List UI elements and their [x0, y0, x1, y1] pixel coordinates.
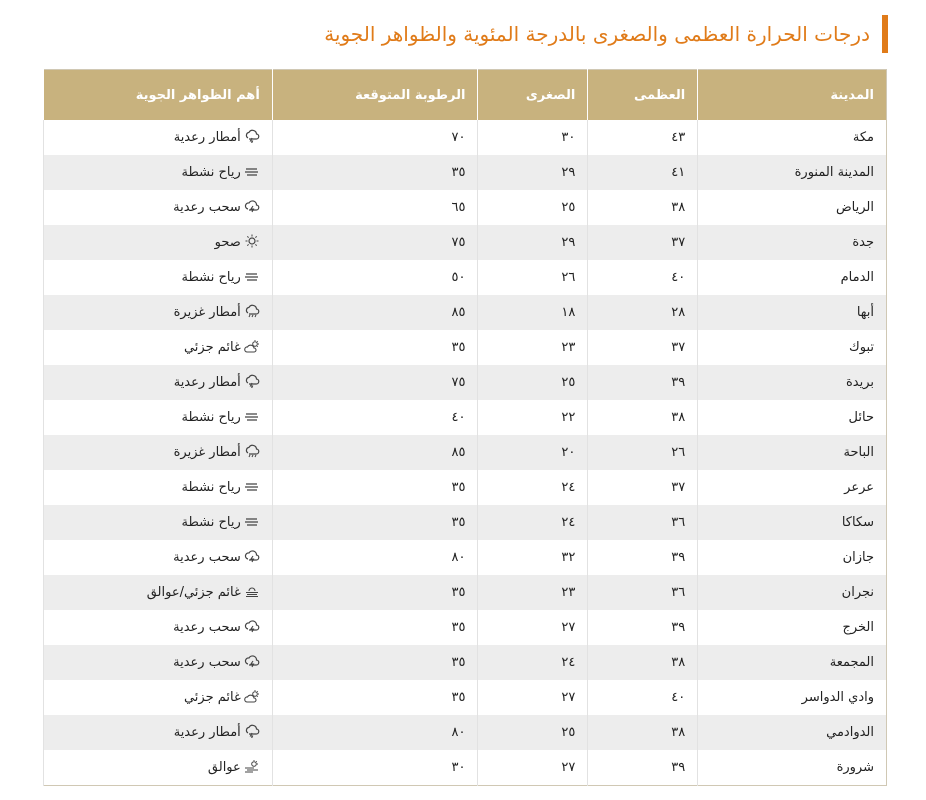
phenomena-wrap — [182, 514, 260, 532]
phenomena-label: غائم جزئي — [183, 690, 241, 705]
cell-humidity: ٣٥ — [272, 330, 478, 365]
table-row — [44, 260, 887, 295]
table-row — [44, 330, 887, 365]
phenomena-wrap — [215, 234, 260, 252]
phenomena-wrap — [174, 444, 260, 462]
cell-phenomena — [44, 330, 273, 365]
phenomena-wrap — [173, 549, 260, 567]
table-row — [44, 155, 887, 190]
cell-city: المدينة المنورة — [698, 155, 887, 190]
cell-humidity: ٥٠ — [272, 260, 478, 295]
phenomena-wrap — [173, 199, 260, 217]
cell-city: مكة — [698, 120, 887, 155]
cell-city: جازان — [698, 540, 887, 575]
cell-city: الدمام — [698, 260, 887, 295]
cell-phenomena — [44, 120, 273, 155]
table-row — [44, 680, 887, 715]
cell-min-temp: ١٨ — [478, 295, 588, 330]
weather-table-container — [43, 69, 887, 786]
phenomena-label: عوالق — [207, 760, 241, 775]
wind-icon — [244, 514, 260, 532]
cell-max-temp: ٣٦ — [588, 575, 698, 610]
cell-min-temp: ٢٩ — [478, 225, 588, 260]
cell-min-temp: ٢٧ — [478, 610, 588, 645]
cell-humidity: ٤٠ — [272, 400, 478, 435]
phenomena-label: سحب رعدية — [173, 655, 241, 670]
cell-max-temp: ٣٩ — [588, 610, 698, 645]
cell-max-temp: ٣٨ — [588, 715, 698, 750]
table-row — [44, 575, 887, 610]
cell-min-temp: ٢٤ — [478, 470, 588, 505]
cell-humidity: ٧٠ — [272, 120, 478, 155]
cell-phenomena — [44, 190, 273, 225]
cell-min-temp: ٢٥ — [478, 365, 588, 400]
cell-phenomena — [44, 435, 273, 470]
cell-min-temp: ٣٠ — [478, 120, 588, 155]
thunder-cloud-icon — [244, 549, 260, 567]
title-accent-bar — [882, 15, 888, 53]
page-title: درجات الحرارة العظمى والصغرى بالدرجة المئوية والظواهر الجوية — [324, 22, 870, 46]
thunder-rain-icon — [244, 724, 260, 742]
cell-city: المجمعة — [698, 645, 887, 680]
cell-city: الباحة — [698, 435, 887, 470]
cell-max-temp: ٤٠ — [588, 260, 698, 295]
phenomena-label: غائم جزئي — [183, 340, 241, 355]
phenomena-wrap — [174, 129, 260, 147]
cell-humidity: ٣٥ — [272, 155, 478, 190]
cell-humidity: ٣٥ — [272, 680, 478, 715]
cell-city: بريدة — [698, 365, 887, 400]
table-row — [44, 365, 887, 400]
table-row — [44, 540, 887, 575]
cell-city: الدوادمي — [698, 715, 887, 750]
thunder-rain-icon — [244, 129, 260, 147]
cell-phenomena — [44, 260, 273, 295]
cell-max-temp: ٢٨ — [588, 295, 698, 330]
cell-max-temp: ٤٠ — [588, 680, 698, 715]
cell-max-temp: ٣٩ — [588, 365, 698, 400]
phenomena-label: أمطار غزيرة — [173, 445, 241, 460]
thunder-rain-icon — [244, 374, 260, 392]
cell-humidity: ٨٠ — [272, 540, 478, 575]
haze-icon — [244, 584, 260, 602]
header-city: المدينة — [698, 70, 887, 121]
wind-icon — [244, 409, 260, 427]
phenomena-label: رياح نشطة — [181, 165, 241, 180]
cell-max-temp: ٣٨ — [588, 400, 698, 435]
cell-humidity: ٦٥ — [272, 190, 478, 225]
phenomena-wrap — [182, 479, 260, 497]
phenomena-wrap — [147, 584, 260, 602]
cell-humidity: ٣٥ — [272, 505, 478, 540]
cell-min-temp: ٢٣ — [478, 330, 588, 365]
cell-min-temp: ٢٩ — [478, 155, 588, 190]
table-row — [44, 120, 887, 155]
thunder-cloud-icon — [244, 654, 260, 672]
heavy-rain-icon — [244, 304, 260, 322]
cell-min-temp: ٢٤ — [478, 505, 588, 540]
phenomena-label: رياح نشطة — [181, 270, 241, 285]
phenomena-wrap — [208, 759, 260, 777]
cell-max-temp: ٣٨ — [588, 645, 698, 680]
cell-max-temp: ٣٨ — [588, 190, 698, 225]
cell-humidity: ٣٥ — [272, 610, 478, 645]
cell-min-temp: ٢٣ — [478, 575, 588, 610]
phenomena-label: أمطار رعدية — [173, 725, 241, 740]
cell-min-temp: ٢٧ — [478, 750, 588, 786]
phenomena-label: سحب رعدية — [173, 200, 241, 215]
cell-min-temp: ٢٥ — [478, 715, 588, 750]
cell-city: جدة — [698, 225, 887, 260]
table-row — [44, 645, 887, 680]
cell-humidity: ٣٠ — [272, 750, 478, 786]
cell-humidity: ٣٥ — [272, 645, 478, 680]
thunder-cloud-icon — [244, 199, 260, 217]
cell-humidity: ٨٠ — [272, 715, 478, 750]
wind-icon — [244, 269, 260, 287]
cell-humidity: ٣٥ — [272, 470, 478, 505]
cell-max-temp: ٣٧ — [588, 225, 698, 260]
cell-phenomena — [44, 680, 273, 715]
cell-phenomena — [44, 540, 273, 575]
cell-phenomena — [44, 295, 273, 330]
cell-phenomena — [44, 505, 273, 540]
wind-icon — [244, 164, 260, 182]
cell-city: الخرج — [698, 610, 887, 645]
phenomena-wrap — [182, 269, 260, 287]
partly-cloudy-icon — [244, 689, 260, 707]
phenomena-label: غائم جزئي/عوالق — [146, 585, 241, 600]
phenomena-wrap — [184, 689, 260, 707]
table-row — [44, 505, 887, 540]
table-row — [44, 470, 887, 505]
phenomena-label: رياح نشطة — [181, 515, 241, 530]
cell-max-temp: ٣٧ — [588, 470, 698, 505]
cell-max-temp: ٣٩ — [588, 540, 698, 575]
cell-phenomena — [44, 365, 273, 400]
cell-humidity: ٧٥ — [272, 225, 478, 260]
phenomena-wrap — [182, 164, 260, 182]
table-row — [44, 435, 887, 470]
phenomena-wrap — [182, 409, 260, 427]
cell-city: وادي الدواسر — [698, 680, 887, 715]
cell-max-temp: ٣٧ — [588, 330, 698, 365]
table-row — [44, 610, 887, 645]
cell-min-temp: ٢٠ — [478, 435, 588, 470]
cell-city: أبها — [698, 295, 887, 330]
cell-min-temp: ٢٢ — [478, 400, 588, 435]
phenomena-wrap — [174, 374, 260, 392]
cell-humidity: ٨٥ — [272, 295, 478, 330]
cell-min-temp: ٢٦ — [478, 260, 588, 295]
cell-phenomena — [44, 225, 273, 260]
phenomena-label: أمطار رعدية — [173, 375, 241, 390]
dust-icon — [244, 759, 260, 777]
header-min-temp: الصغرى — [478, 70, 588, 121]
phenomena-wrap — [184, 339, 260, 357]
cell-min-temp: ٢٥ — [478, 190, 588, 225]
cell-city: نجران — [698, 575, 887, 610]
cell-max-temp: ٤١ — [588, 155, 698, 190]
phenomena-label: أمطار رعدية — [173, 130, 241, 145]
cell-phenomena — [44, 575, 273, 610]
cell-humidity: ٣٥ — [272, 575, 478, 610]
cell-city: تبوك — [698, 330, 887, 365]
header-phenomena: أهم الظواهر الجوية — [44, 70, 273, 121]
table-row — [44, 190, 887, 225]
phenomena-label: أمطار غزيرة — [173, 305, 241, 320]
table-row — [44, 715, 887, 750]
heavy-rain-icon — [244, 444, 260, 462]
table-body — [44, 120, 887, 786]
cell-humidity: ٨٥ — [272, 435, 478, 470]
table-row — [44, 750, 887, 786]
table-header — [44, 70, 887, 121]
phenomena-label: رياح نشطة — [181, 410, 241, 425]
table-row — [44, 400, 887, 435]
cell-max-temp: ٣٦ — [588, 505, 698, 540]
cell-min-temp: ٢٧ — [478, 680, 588, 715]
cell-max-temp: ٢٦ — [588, 435, 698, 470]
phenomena-wrap — [173, 654, 260, 672]
cell-max-temp: ٤٣ — [588, 120, 698, 155]
cell-phenomena — [44, 610, 273, 645]
cell-min-temp: ٣٢ — [478, 540, 588, 575]
phenomena-label: سحب رعدية — [173, 550, 241, 565]
cell-city: شرورة — [698, 750, 887, 786]
weather-table — [43, 69, 887, 786]
header-humidity: الرطوبة المتوقعة — [272, 70, 478, 121]
cell-phenomena — [44, 400, 273, 435]
phenomena-wrap — [174, 724, 260, 742]
header-max-temp: العظمى — [588, 70, 698, 121]
thunder-cloud-icon — [244, 619, 260, 637]
phenomena-label: رياح نشطة — [181, 480, 241, 495]
partly-cloudy-icon — [244, 339, 260, 357]
cell-min-temp: ٢٤ — [478, 645, 588, 680]
cell-city: الرياض — [698, 190, 887, 225]
cell-phenomena — [44, 155, 273, 190]
cell-phenomena — [44, 645, 273, 680]
table-row — [44, 295, 887, 330]
header-row — [44, 70, 887, 121]
cell-humidity: ٧٥ — [272, 365, 478, 400]
table-row — [44, 225, 887, 260]
phenomena-wrap — [173, 619, 260, 637]
cell-phenomena — [44, 750, 273, 786]
wind-icon — [244, 479, 260, 497]
sun-icon — [244, 234, 260, 252]
cell-city: عرعر — [698, 470, 887, 505]
cell-phenomena — [44, 470, 273, 505]
phenomena-wrap — [174, 304, 260, 322]
cell-city: سكاكا — [698, 505, 887, 540]
cell-city: حائل — [698, 400, 887, 435]
page-title-bar — [300, 14, 888, 54]
phenomena-label: صحو — [214, 235, 241, 250]
phenomena-label: سحب رعدية — [173, 620, 241, 635]
cell-max-temp: ٣٩ — [588, 750, 698, 786]
cell-phenomena — [44, 715, 273, 750]
